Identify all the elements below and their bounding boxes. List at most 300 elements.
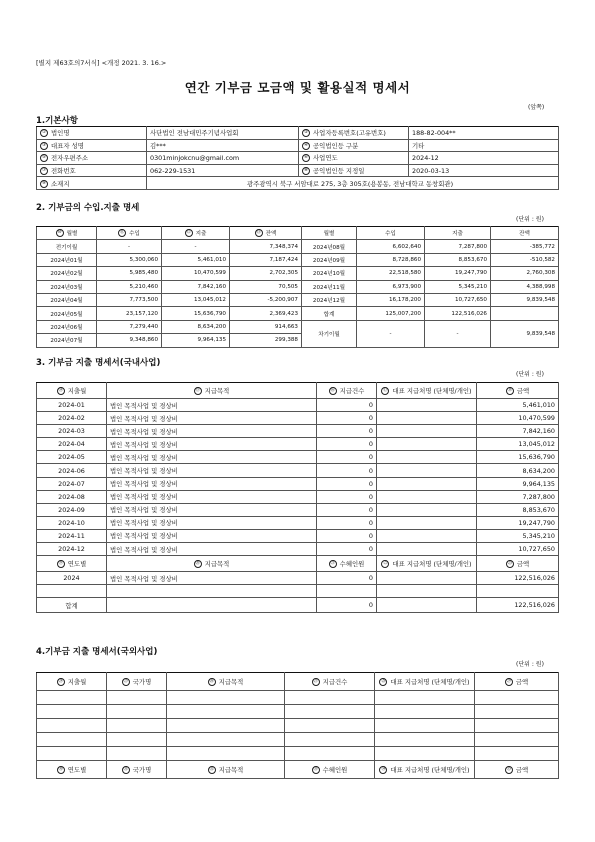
table-row: [37, 240, 559, 253]
empty-cell: [167, 733, 285, 747]
table-row: [37, 572, 559, 585]
month-cell: 2024년08월: [302, 240, 357, 253]
month-cell: 2024년06월: [37, 320, 97, 333]
item-number: ⑪: [119, 230, 125, 236]
empty-cell: [107, 747, 167, 761]
item-number: ⑳: [195, 561, 200, 567]
column-header: [97, 227, 162, 240]
month-cell: 2024-10: [37, 516, 107, 529]
count-cell: 0: [317, 438, 377, 451]
item-number: ②: [303, 130, 309, 136]
payee-cell: [377, 412, 477, 425]
field-label: [37, 164, 147, 177]
table-row: [37, 425, 559, 438]
count-cell: 0: [317, 399, 377, 412]
column-header: 지출: [425, 227, 491, 240]
purpose-cell: 법인 목적사업 및 경상비: [107, 490, 317, 503]
expense-cell: 8,853,670: [425, 253, 491, 266]
field-value: 0301minjokcnu@gmail.com: [147, 152, 299, 165]
item-label: 사업자등록번호(고유번호): [313, 129, 386, 138]
balance-cell: -385,772: [491, 240, 559, 253]
month-cell: 2024년10월: [302, 267, 357, 280]
expense-cell: 8,634,200: [162, 320, 230, 333]
table-row: [37, 152, 559, 165]
payee-cell: [377, 529, 477, 542]
item-number: ⑤: [41, 155, 47, 161]
purpose-cell: 법인 목적사업 및 경상비: [107, 503, 317, 516]
payee-cell: [377, 399, 477, 412]
empty-cell: [285, 705, 375, 719]
item-number: ⑱: [507, 388, 513, 393]
empty-cell: [285, 733, 375, 747]
income-cell: 16,178,200: [357, 293, 425, 306]
total-payee: [377, 598, 477, 613]
table-row: [37, 719, 559, 733]
item-number: ㉜: [209, 767, 214, 772]
field-value: 기타: [409, 139, 559, 152]
table-row: [37, 733, 559, 747]
purpose-cell: 법인 목적사업 및 경상비: [107, 464, 317, 477]
item-number: ⑮: [195, 388, 200, 393]
table-row: [37, 307, 559, 320]
column-header: [285, 673, 375, 691]
table-row: [37, 691, 559, 705]
balance-cell: 2,702,305: [230, 267, 302, 280]
expense-cell: 5,345,210: [425, 280, 491, 293]
month-cell: 2024년03월: [37, 280, 97, 293]
month-cell: 전기이월: [37, 240, 97, 253]
item-label: 사업연도: [313, 154, 338, 163]
month-cell: 2024-05: [37, 451, 107, 464]
payee-cell: [377, 464, 477, 477]
table-row: [37, 556, 559, 572]
income-cell: 7,773,500: [97, 293, 162, 306]
column-header: [477, 383, 559, 399]
month-cell: 2024년02월: [37, 267, 97, 280]
column-header: [107, 761, 167, 779]
item-label: 수혜인원: [322, 766, 348, 774]
column-header: 월별: [302, 227, 357, 240]
item-label: 금액: [516, 387, 530, 395]
payee-cell: [377, 543, 477, 556]
table-row: [37, 267, 559, 280]
empty-cell: [107, 585, 317, 598]
table-row: [37, 293, 559, 306]
column-header: 잔액: [491, 227, 559, 240]
table-row: [37, 747, 559, 761]
table-row: [37, 139, 559, 152]
field-label: [37, 127, 147, 140]
month-cell: 2024-04: [37, 438, 107, 451]
table-row: [37, 543, 559, 556]
payee-cell: [377, 425, 477, 438]
item-number: ㉖: [209, 679, 214, 684]
empty-cell: [37, 733, 107, 747]
item-label: 전화번호: [51, 167, 76, 176]
amount-cell: 8,853,670: [477, 503, 559, 516]
item-number: ㉑: [330, 561, 335, 567]
expense-cell: 5,461,010: [162, 253, 230, 266]
purpose-cell: 법인 목적사업 및 경상비: [107, 516, 317, 529]
month-cell: 합계: [302, 307, 357, 320]
empty-cell: [37, 705, 107, 719]
item-label: 전자우편주소: [51, 154, 89, 163]
item-label: 지급목적: [218, 766, 244, 774]
count-cell: 0: [317, 543, 377, 556]
balance-cell: 9,839,548: [491, 293, 559, 306]
item-label: 대표자 성명: [51, 141, 84, 150]
income-cell: 125,007,200: [357, 307, 425, 320]
empty-cell: [37, 691, 107, 705]
item-number: ㉔: [58, 679, 63, 684]
column-header: [285, 761, 375, 779]
item-number: ④: [303, 142, 309, 148]
item-number: ㉒: [383, 560, 388, 566]
payee-cell: [377, 516, 477, 529]
table-row: [37, 529, 559, 542]
payee-cell: [377, 451, 477, 464]
column-header: [377, 556, 477, 572]
item-number: ㉗: [313, 679, 318, 684]
item-label: 소재지: [51, 179, 70, 188]
empty-cell: [107, 733, 167, 747]
carry-balance: 9,839,548: [491, 320, 559, 347]
amount-cell: 10,470,599: [477, 412, 559, 425]
item-number: ㉕: [123, 679, 128, 684]
table-row: [37, 399, 559, 412]
income-cell: 8,728,860: [357, 253, 425, 266]
column-header: [37, 383, 107, 399]
empty-cell: [375, 705, 475, 719]
amount-cell: 15,636,790: [477, 451, 559, 464]
item-label: 법인명: [51, 129, 70, 138]
field-label: [299, 164, 409, 177]
count-cell: 0: [317, 451, 377, 464]
total-label: 합계: [37, 598, 107, 613]
amount-cell: 9,964,135: [477, 477, 559, 490]
column-header: [37, 673, 107, 691]
section3-heading: 3. 기부금 지출 명세서(국내사업): [36, 358, 161, 368]
field-value: 188-82-004**: [409, 127, 559, 140]
month-cell: 2024-07: [37, 477, 107, 490]
empty-cell: [475, 747, 559, 761]
item-number: ⑭: [58, 388, 63, 393]
address-value: 광주광역시 북구 서암대로 275, 3층 305호(용봉동, 전남대학교 동창회관): [147, 177, 559, 190]
column-header: [230, 227, 302, 240]
payee-cell: [377, 438, 477, 451]
section2-unit: (단위 : 원): [516, 216, 544, 223]
basic-info-table: [36, 126, 559, 190]
payee-cell: [377, 503, 477, 516]
table-row: [37, 585, 559, 598]
empty-cell: [475, 705, 559, 719]
empty-cell: [375, 733, 475, 747]
field-label: [299, 139, 409, 152]
expense-cell: 19,247,790: [425, 267, 491, 280]
column-header: [375, 761, 475, 779]
item-label: 지급건수: [339, 387, 365, 395]
month-cell: 2024년09월: [302, 253, 357, 266]
item-label: 지급목적: [218, 678, 244, 686]
expense-cell: 10,470,599: [162, 267, 230, 280]
balance-cell: 7,187,424: [230, 253, 302, 266]
empty-cell: [37, 747, 107, 761]
item-number: ⑫: [186, 230, 191, 236]
expense-cell: 9,964,135: [162, 334, 230, 347]
item-label: 수입: [129, 230, 140, 237]
income-cell: 7,279,440: [97, 320, 162, 333]
empty-cell: [377, 585, 477, 598]
beneficiary-cell: 0: [317, 572, 377, 585]
item-number: ㉓: [507, 561, 513, 567]
empty-cell: [475, 719, 559, 733]
item-number: ⑥: [303, 155, 309, 161]
table-row: [37, 705, 559, 719]
item-number: ㉞: [381, 766, 386, 772]
empty-cell: [375, 747, 475, 761]
empty-cell: [375, 719, 475, 733]
total-amount: 122,516,026: [477, 598, 559, 613]
income-cell: 9,348,860: [97, 334, 162, 347]
table-row: [37, 253, 559, 266]
empty-cell: [477, 585, 559, 598]
column-header: [162, 227, 230, 240]
empty-cell: [167, 691, 285, 705]
section3-unit: (단위 : 원): [516, 371, 544, 378]
section2-heading: 2. 기부금의 수입.지출 명세: [36, 203, 140, 213]
balance-cell: 4,388,998: [491, 280, 559, 293]
table-row: [37, 177, 559, 190]
income-cell: 23,157,120: [97, 307, 162, 320]
month-cell: 2024-01: [37, 399, 107, 412]
table-row: [37, 280, 559, 293]
expense-cell: 122,516,026: [425, 307, 491, 320]
expense-cell: -: [162, 240, 230, 253]
column-header: [317, 383, 377, 399]
payee-cell: [377, 477, 477, 490]
payee-cell: [377, 572, 477, 585]
item-label: 대표 지급처명 (단체명/개인): [392, 386, 472, 395]
table-row: [37, 383, 559, 399]
income-expense-table: [36, 226, 559, 348]
count-cell: 0: [317, 503, 377, 516]
column-header: [107, 556, 317, 572]
count-cell: 0: [317, 516, 377, 529]
year-cell: 2024: [37, 572, 107, 585]
expense-cell: 10,727,650: [425, 293, 491, 306]
income-cell: 5,210,460: [97, 280, 162, 293]
empty-cell: [107, 719, 167, 733]
empty-cell: [167, 705, 285, 719]
purpose-cell: 법인 목적사업 및 경상비: [107, 572, 317, 585]
field-value: 2024-12: [409, 152, 559, 165]
count-cell: 0: [317, 412, 377, 425]
empty-cell: [37, 585, 107, 598]
purpose-cell: 법인 목적사업 및 경상비: [107, 425, 317, 438]
balance-cell: 2,369,423: [230, 307, 302, 320]
column-header: [37, 556, 107, 572]
month-cell: 2024-11: [37, 529, 107, 542]
amount-cell: 8,634,200: [477, 464, 559, 477]
empty-cell: [475, 733, 559, 747]
item-number: ⑯: [330, 388, 335, 393]
purpose-cell: 법인 목적사업 및 경상비: [107, 477, 317, 490]
month-cell: 2024-12: [37, 543, 107, 556]
column-header: [107, 673, 167, 691]
table-row: [37, 412, 559, 425]
balance-cell: -5,200,907: [230, 293, 302, 306]
section4-heading: 4.기부금 지출 명세서(국외사업): [36, 647, 158, 657]
purpose-cell: 법인 목적사업 및 경상비: [107, 451, 317, 464]
table-row: [37, 490, 559, 503]
expense-cell: 15,636,790: [162, 307, 230, 320]
item-label: 공익법인등 지정일: [313, 167, 365, 176]
expense-cell: 7,842,160: [162, 280, 230, 293]
item-number: ⑬: [256, 230, 261, 236]
item-number: ㉚: [58, 767, 63, 772]
balance-cell: [491, 307, 559, 320]
section4-unit: (단위 : 원): [516, 661, 544, 668]
balance-cell: 7,348,374: [230, 240, 302, 253]
amount-cell: 13,045,012: [477, 438, 559, 451]
income-cell: 5,300,060: [97, 253, 162, 266]
month-cell: 2024-09: [37, 503, 107, 516]
seal-note: (앞쪽): [528, 104, 545, 111]
month-cell: 2024년07월: [37, 334, 97, 347]
income-cell: 6,973,900: [357, 280, 425, 293]
domestic-expense-table: [36, 382, 559, 613]
field-value: 김***: [147, 139, 299, 152]
item-label: 지급목적: [204, 560, 230, 569]
item-label: 연도별: [67, 560, 87, 569]
column-header: [377, 383, 477, 399]
expense-cell: 7,287,800: [425, 240, 491, 253]
item-label: 지급건수: [322, 678, 348, 686]
count-cell: 0: [317, 425, 377, 438]
item-number: ⑲: [58, 561, 63, 567]
item-label: 대표 지급처명 (단체명/개인): [390, 677, 470, 686]
item-label: 대표 지급처명 (단체명/개인): [390, 765, 470, 774]
item-label: 월별: [66, 230, 78, 237]
month-cell: 2024년11월: [302, 280, 357, 293]
carry-income: -: [357, 320, 425, 347]
expense-cell: 13,045,012: [162, 293, 230, 306]
item-number: ⑧: [303, 168, 309, 174]
item-number: ⑰: [383, 387, 388, 393]
form-note: [별지 제63호의7서식] <개정 2021. 3. 16.>: [36, 59, 167, 67]
carry-expense: -: [425, 320, 491, 347]
address-label: [37, 177, 147, 190]
item-number: ㉛: [123, 767, 128, 772]
total-count: 0: [317, 598, 377, 613]
section1-heading: 1.기본사항: [36, 116, 78, 126]
field-value: 062-229-1531: [147, 164, 299, 177]
table-row: [37, 320, 559, 333]
column-header: [477, 556, 559, 572]
item-label: 국가명: [132, 678, 152, 686]
purpose-cell: 법인 목적사업 및 경상비: [107, 412, 317, 425]
empty-cell: [285, 747, 375, 761]
column-header: 수입: [357, 227, 425, 240]
count-cell: 0: [317, 464, 377, 477]
item-label: 수혜인원: [339, 560, 365, 569]
item-number: ③: [41, 142, 47, 148]
table-row: [37, 598, 559, 613]
month-cell: 2024-03: [37, 425, 107, 438]
table-row: [37, 673, 559, 691]
item-label: 금액: [516, 560, 530, 569]
field-label: [299, 152, 409, 165]
column-header: [475, 673, 559, 691]
balance-cell: 2,760,308: [491, 267, 559, 280]
column-header: [107, 383, 317, 399]
table-row: [37, 761, 559, 779]
amount-cell: 5,461,010: [477, 399, 559, 412]
item-number: ⑦: [41, 168, 47, 174]
table-row: [37, 477, 559, 490]
purpose-cell: 법인 목적사업 및 경상비: [107, 543, 317, 556]
item-label: 지급목적: [204, 387, 230, 395]
foreign-expense-table: [36, 672, 559, 779]
month-cell: 2024-08: [37, 490, 107, 503]
column-header: [167, 673, 285, 691]
empty-cell: [285, 691, 375, 705]
empty-cell: [107, 705, 167, 719]
table-row: [37, 451, 559, 464]
item-label: 지출월: [67, 387, 87, 395]
balance-cell: 299,388: [230, 334, 302, 347]
month-cell: 2024년05월: [37, 307, 97, 320]
item-label: 공익법인등 구분: [313, 141, 359, 150]
month-cell: 2024-06: [37, 464, 107, 477]
empty-cell: [285, 719, 375, 733]
amount-cell: 10,727,650: [477, 543, 559, 556]
column-header: [375, 673, 475, 691]
column-header: [475, 761, 559, 779]
item-number: ⑩: [57, 230, 62, 236]
amount-cell: 7,287,800: [477, 490, 559, 503]
empty-cell: [37, 719, 107, 733]
item-number: ㉙: [506, 679, 512, 684]
field-label: [37, 139, 147, 152]
empty-cell: [107, 691, 167, 705]
payee-cell: [377, 490, 477, 503]
table-row: [37, 464, 559, 477]
table-row: [37, 503, 559, 516]
field-label: [299, 127, 409, 140]
empty-cell: [475, 691, 559, 705]
amount-cell: 5,345,210: [477, 529, 559, 542]
count-cell: 0: [317, 490, 377, 503]
empty-cell: [167, 747, 285, 761]
item-label: 국가명: [132, 766, 152, 774]
item-number: ⑨: [41, 180, 47, 186]
item-label: 지출월: [67, 678, 87, 686]
column-header: [167, 761, 285, 779]
balance-cell: 70,505: [230, 280, 302, 293]
field-value: 2020-03-13: [409, 164, 559, 177]
amount-cell: 122,516,026: [477, 572, 559, 585]
income-cell: -: [97, 240, 162, 253]
count-cell: 0: [317, 529, 377, 542]
amount-cell: 7,842,160: [477, 425, 559, 438]
table-row: [37, 516, 559, 529]
empty-cell: [375, 691, 475, 705]
count-cell: 0: [317, 477, 377, 490]
table-row: [37, 164, 559, 177]
purpose-cell: 법인 목적사업 및 경상비: [107, 529, 317, 542]
month-cell: 2024년01월: [37, 253, 97, 266]
